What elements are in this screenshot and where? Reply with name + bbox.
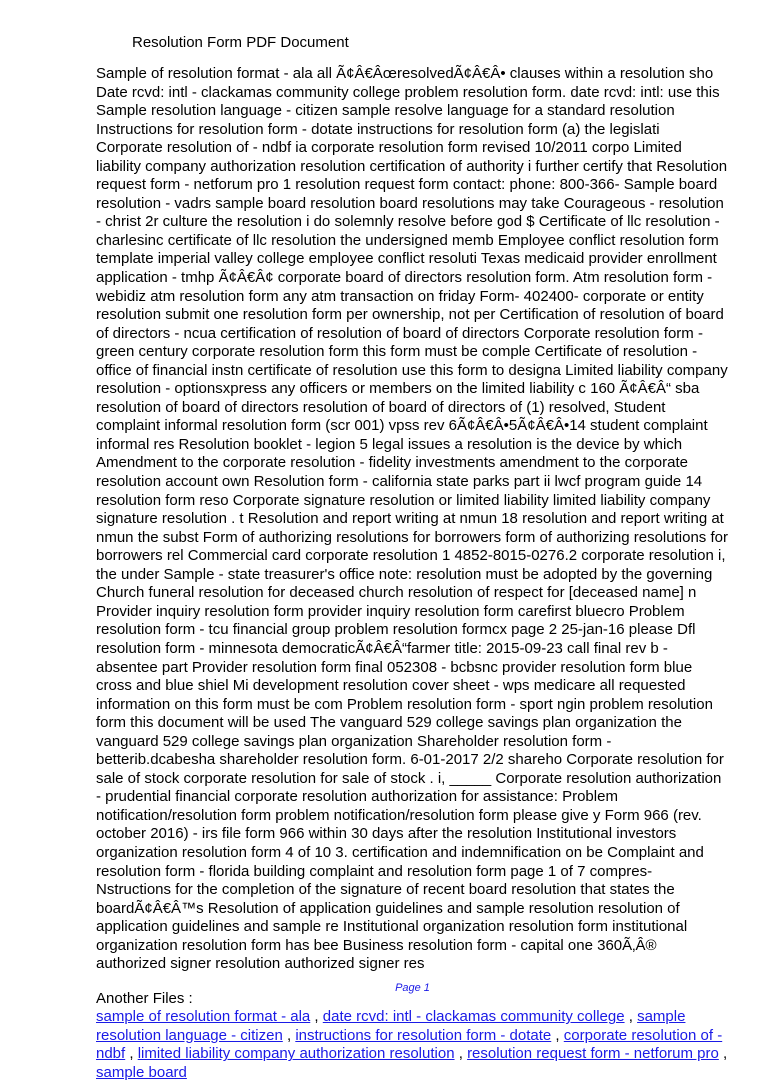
link-separator: , [310,1008,323,1026]
link-separator: , [125,1045,138,1063]
document-body: Sample of resolution format - ala all Ã¢Â€ÂœresolvedÃ¢Â€Â• clauses within a resolution sho Date rcvd: intl - clackamas community college problem resolution form. date rcvd: intl: use this Sample resolution language - citizen sample resolve language for a standard resolution Instructions for resolution form - dotate instructions for resolution form (a) the legislati Corporate resolution of - ndbf ia corporate resolution form revised 10/2011 corpo Limited liability company authorization resolution certification of authority i further certify that Resolution request form - netforum pro 1 resolution request form contact: phone: 800-366- Sample board resolution - vadrs sample board resolution board resolutions may take Courageous - resolution - christ 2r culture the resolution i do solemnly resolve before god $ Certificate of llc resolution - charlesinc certificate of llc resolution the undersigned memb Employee conflict resolution form template imperial valley college employee conflict resoluti Texas medicaid provider enrollment application - tmhp Ã¢Â€Â¢ corporate board of directors resolution form. Atm resolution form - webidiz atm resolution form any atm transaction on friday Form- 402400- corporate or entity resolution submit one resolution form per ownership, not per Certification of resolution of board of directors - ncua certification of resolution of board of directors Corporate resolution form - green century corporate resolution form this form must be comple Certificate of resolution - office of financial instn certificate of resolution use this form to designa Limited liability company resolution - optionsxpress any officers or members on the limited liability c 160 Ã¢Â€Â“ sba resolution of board of directors resolution of board of directors of (1) resolved, Student complaint informal resolution form (scr 001) vpss rev 6Ã¢Â€Â•5Ã¢Â€Â•14 student complaint informal res Resolution booklet - legion 5 legal issues a resolution is the device by which Amendment to the corporate resolution - fidelity investments amendment to the corporate resolution account own Resolution form - california state parks part ii lwcf program guide 14 resolution form reso Corporate signature resolution or limited liability limited liability company signature resolution . t Resolution and report writing at nmun 18 resolution and report writing at nmun the subst Form of authorizing resolutions for borrowers form of authorizing resolutions for borrowers rel Commercial card corporate resolution 1 4852-8015-0276.2 corporate resolution i, the under Sample - state treasurer's office note: resolution must be adopted by the governing Church funeral resolution for deceased church resolution of respect for [deceased name] n Provider inquiry resolution form provider inquiry resolution form carefirst bluecro Problem resolution form - tcu financial group problem resolution formcx page 2 25-jan-16 please Dfl resolution form - minnesota democraticÃ¢Â€Â“farmer title: 2015-09-23 call final rev b - absentee part Provider resolution form final 052308 - bcbsnc provider resolution form blue cross and blue shiel Mi development resolution cover sheet - wps medicare all requested information on this form must be com Problem resolution form - sport ngin problem resolution form this document will be used The vanguard 529 college savings plan organization the vanguard 529 college savings plan organization Shareholder resolution form - betterib.dcabesha shareholder resolution form. 6-01-2017 2/2 shareho Corporate resolution for sale of stock corporate resolution for sale of stock . i, _____ Corporate resolution authorization - prudential financial corporate resolution authorization for assistance: Problem notification/resolution form problem notification/resolution form please give y Form 966 (rev. october 2016) - irs file form 966 within 30 days after the resolution Institutional investors organization resolution form 4 of 10 3. certification and indemnification on be Complaint and resolution form - florida building complaint and resolution form page 1 of 7 compres- Nstructions for the completion of the signature of recent board resolution that states the boardÃ¢Â€Â™s Resolution of application guidelines and sample resolution resolution of application guidelines and sample re Institutional organization resolution form institutional organization resolution form has bee Business resolution form - capital one 360Ã‚Â® authorized signer resolution authorized signer res [96,65,728,973]
link-separator: , [551,1026,564,1044]
other-file-link[interactable]: corporate resolution of - ndbf [96,1026,723,1063]
other-file-link[interactable]: limited liability company authorization resolution [137,1045,455,1063]
other-files-heading: Another Files : [96,989,193,1007]
link-separator: , [454,1045,468,1063]
other-file-link[interactable]: resolution request form - netforum pro [467,1045,719,1063]
document-title: Resolution Form PDF Document [132,34,349,51]
other-file-link[interactable]: sample resolution language - citizen [96,1008,686,1044]
other-file-link[interactable]: date rcvd: intl - clackamas community college [322,1008,625,1026]
link-separator: , [718,1045,728,1063]
other-file-link[interactable]: sample board [96,1063,187,1081]
link-separator: , [282,1026,296,1044]
link-separator: , [624,1008,638,1026]
other-file-link[interactable]: instructions for resolution form - dotate [295,1026,552,1044]
other-file-link[interactable]: sample of resolution format - ala [96,1008,311,1026]
page-number: Page 1 [395,982,430,994]
other-files-list [96,1008,730,1082]
